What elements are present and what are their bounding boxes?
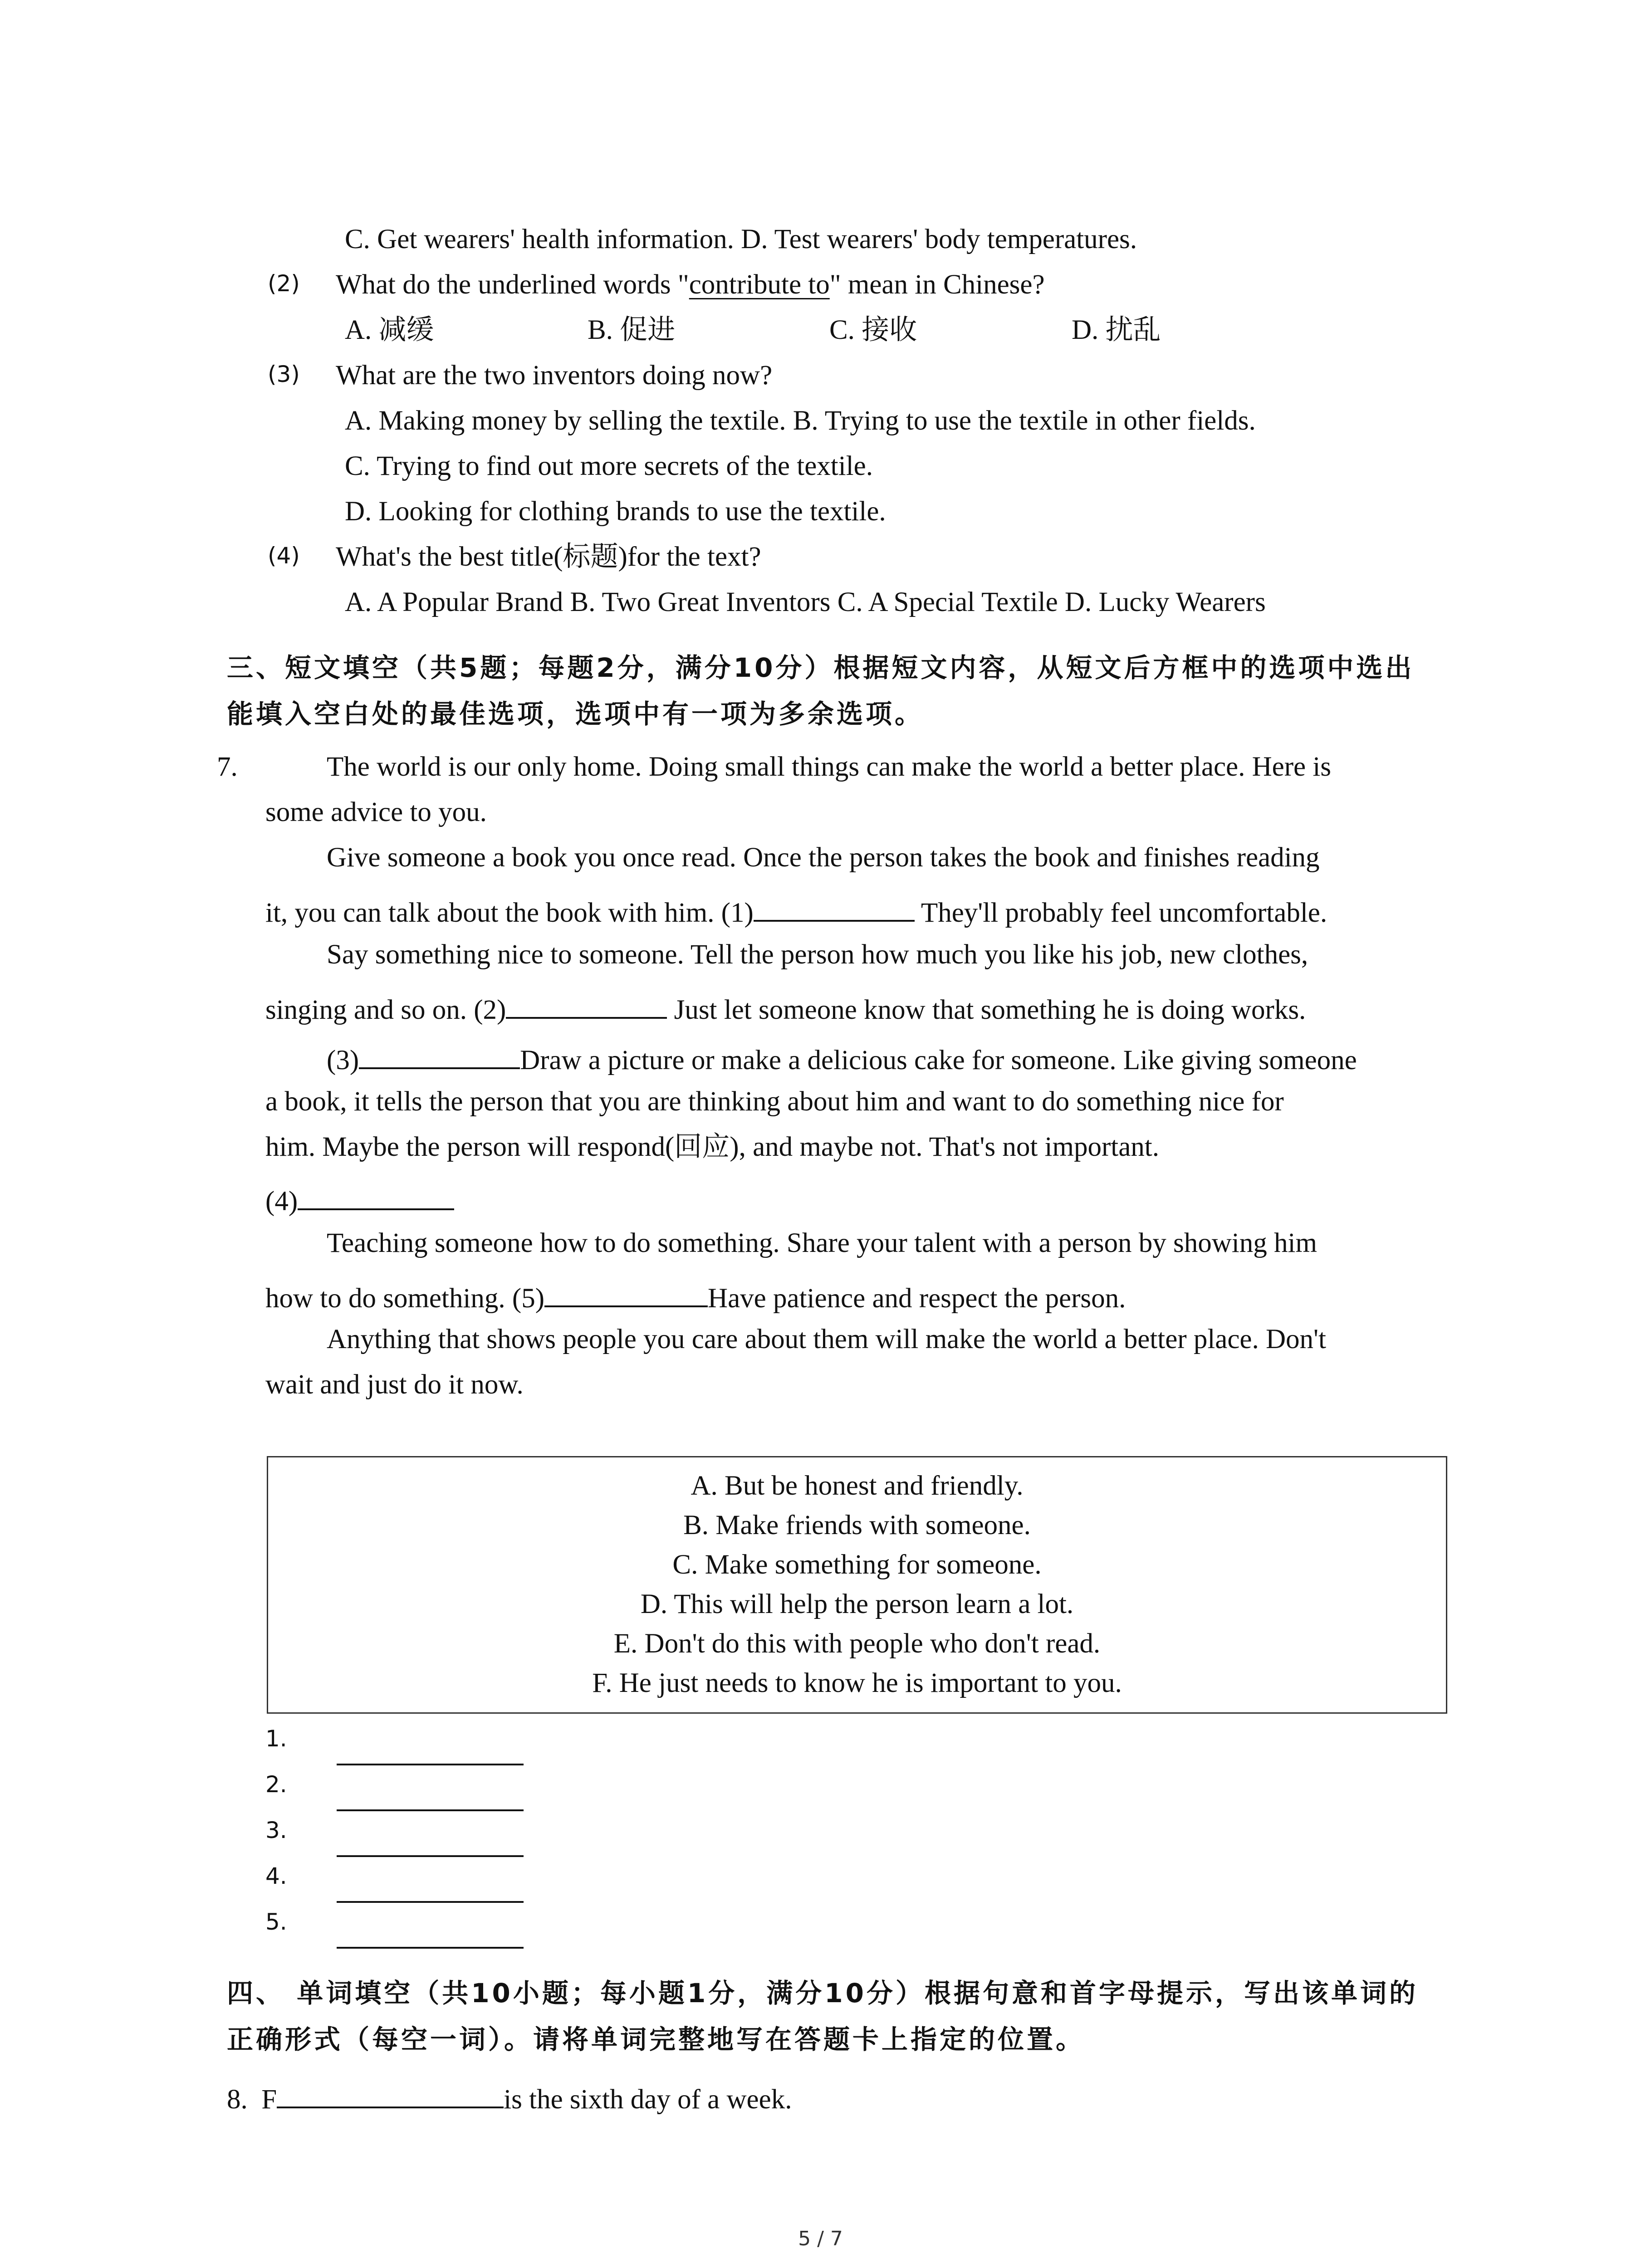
q6-sub2-option-b: B. 促进 (588, 315, 676, 345)
q7-number: 7. (217, 752, 238, 782)
q7-p4-line1 (327, 1042, 1357, 1074)
q7-p7-line1: Anything that shows people you care about them will make the world a better place. Don't (327, 1324, 1326, 1354)
section3-heading-line2: 能填入空白处的最佳选项，选项中有一项为多余选项。 (227, 699, 924, 729)
q7-p2-text-before: it, you can talk about the book with him. (1) (265, 898, 754, 928)
answer-label-1: 1. (265, 1725, 287, 1752)
q7-p2-line1: Give someone a book you once read. Once the person takes the book and finishes reading (327, 842, 1320, 873)
q7-p6-text-after: Have patience and respect the person. (708, 1283, 1126, 1314)
box-option-f: F. He just needs to know he is important to you. (592, 1668, 1122, 1698)
answer-line-1[interactable] (337, 1764, 524, 1765)
q6-sub2-stem-before: What do the underlined words " (336, 269, 689, 300)
answer-label-3: 3. (265, 1817, 287, 1843)
blank-2[interactable] (506, 992, 667, 1019)
box-option-b: B. Make friends with someone. (683, 1510, 1031, 1540)
q7-p6-line2 (265, 1280, 1126, 1312)
q7-p1-line2: some advice to you. (265, 797, 487, 827)
box-option-c: C. Make something for someone. (672, 1549, 1042, 1580)
q6-sub4-stem: What's the best title(标题)for the text? (336, 542, 761, 572)
q7-p1-line1: The world is our only home. Doing small things can make the world a better place. Here is (327, 752, 1332, 782)
section3-heading-line1: 三、短文填空（共5题；每题2分，满分10分）根据短文内容，从短文后方框中的选项中选出 (227, 652, 1415, 683)
answer-label-5: 5. (265, 1909, 287, 1935)
q6-sub2-stem-after: " mean in Chinese? (829, 269, 1045, 300)
q7-p2-text-after: They'll probably feel uncomfortable. (914, 898, 1327, 928)
blank-5[interactable] (544, 1280, 708, 1307)
q6-sub4-options: A. A Popular Brand B. Two Great Inventors C. A Special Textile D. Lucky Wearers (345, 587, 1266, 617)
page-number: 5 / 7 (798, 2227, 843, 2250)
q6-sub2-option-a: A. 减缓 (345, 315, 434, 345)
q7-p5-line (265, 1183, 454, 1215)
q6-sub2-option-c: C. 接收 (829, 315, 917, 345)
q6-sub3-options-ab: A. Making money by selling the textile. B. Trying to use the textile in other fields. (345, 406, 1256, 436)
section4-heading-line1: 四、 单词填空（共10小题；每小题1分，满分10分）根据句意和首字母提示，写出该单词的 (227, 1978, 1418, 2009)
answer-label-4: 4. (265, 1863, 287, 1889)
q7-p3-text-before: singing and so on. (2) (265, 995, 506, 1025)
q7-p4-text-after: Draw a picture or make a delicious cake for someone. Like giving someone (520, 1045, 1357, 1075)
q7-p4-line3: him. Maybe the person will respond(回应), and maybe not. That's not important. (265, 1132, 1159, 1162)
q6-sub3-number: (3) (268, 361, 300, 387)
q7-p5-label: (4) (265, 1186, 298, 1217)
box-option-a: A. But be honest and friendly. (691, 1471, 1024, 1501)
answer-line-2[interactable] (337, 1809, 524, 1811)
blank-4[interactable] (298, 1183, 454, 1210)
answer-line-4[interactable] (337, 1901, 524, 1903)
q6-sub2-number: (2) (268, 270, 300, 297)
section4-heading-line2: 正确形式（每空一词）。请将单词完整地写在答题卡上指定的位置。 (227, 2024, 1085, 2055)
q8-number: 8. (227, 2084, 248, 2115)
box-option-d: D. This will help the person learn a lot. (640, 1589, 1074, 1619)
q6-sub3-stem: What are the two inventors doing now? (336, 360, 773, 391)
q7-p3-line2 (265, 992, 1306, 1024)
q8-initial-letter: F (261, 2084, 277, 2115)
q8-line (227, 2081, 792, 2113)
q7-p6-text-before: how to do something. (5) (265, 1283, 545, 1314)
q7-p7-line2: wait and just do it now. (265, 1369, 524, 1400)
blank-3[interactable] (359, 1042, 520, 1069)
blank-1[interactable] (754, 894, 915, 922)
q7-p4-label: (3) (327, 1045, 359, 1075)
q7-p3-text-after: Just let someone know that something he is doing works. (667, 995, 1306, 1025)
q6-sub2-option-d: D. 扰乱 (1072, 315, 1161, 345)
q7-p2-line2 (265, 894, 1327, 927)
q6-sub3-option-c: C. Trying to find out more secrets of the textile. (345, 451, 873, 481)
q6-sub2-underlined: contribute to (689, 269, 830, 300)
answer-line-3[interactable] (337, 1855, 524, 1857)
box-option-e: E. Don't do this with people who don't read. (613, 1628, 1101, 1659)
q7-p3-line1: Say something nice to someone. Tell the person how much you like his job, new clothes, (327, 939, 1308, 970)
q7-p4-line2: a book, it tells the person that you are thinking about him and want to do something nice for (265, 1086, 1284, 1117)
q6-option-c-d: C. Get wearers' health information. D. Test wearers' body temperatures. (345, 224, 1137, 254)
answer-label-2: 2. (265, 1771, 287, 1798)
q7-p6-line1: Teaching someone how to do something. Share your talent with a person by showing him (327, 1228, 1317, 1258)
q8-blank[interactable] (277, 2081, 504, 2108)
q6-sub3-option-d: D. Looking for clothing brands to use the textile. (345, 496, 886, 527)
answer-line-5[interactable] (337, 1947, 524, 1949)
q8-text-after: is the sixth day of a week. (504, 2084, 792, 2115)
options-box (267, 1456, 1447, 1714)
q6-sub2-stem (336, 271, 1045, 298)
q6-sub4-number: (4) (268, 543, 300, 569)
